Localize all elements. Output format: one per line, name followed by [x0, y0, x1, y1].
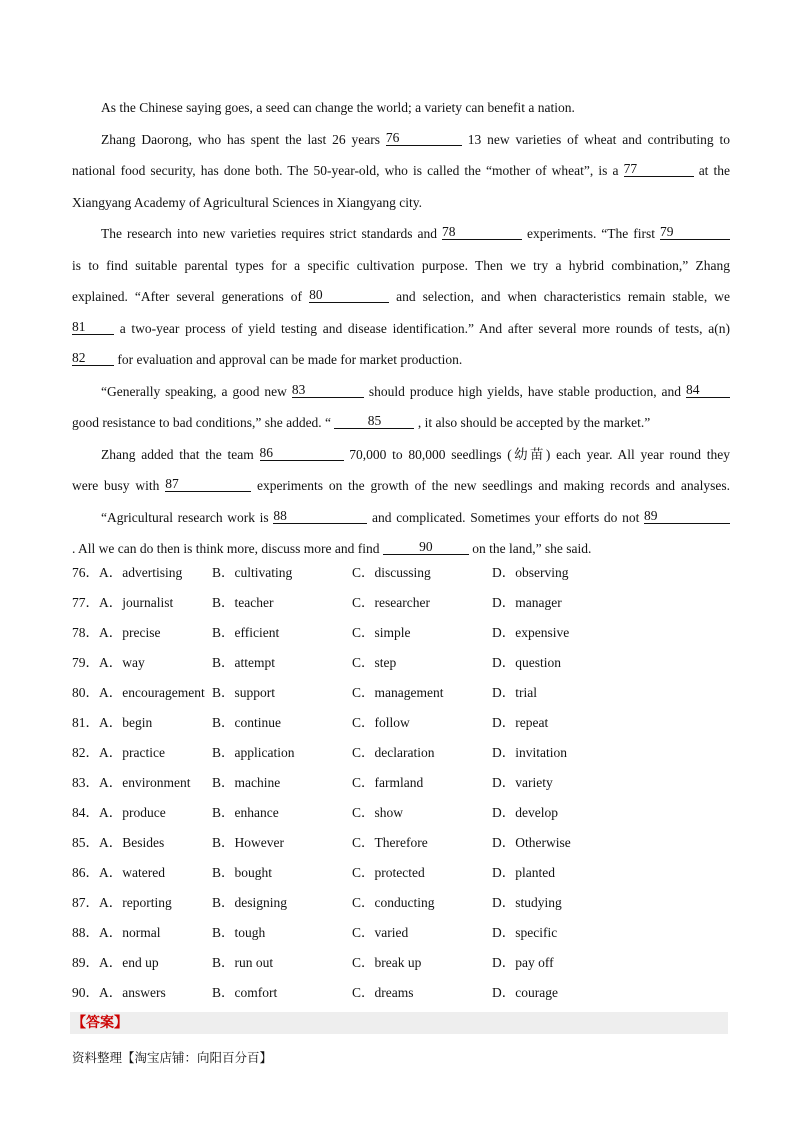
blank-78[interactable]: 78 [442, 224, 522, 240]
passage-text: were busy with [72, 478, 160, 493]
passage-text: national food security, has done both. The 50-year-old, who is called the “mother of wheat”, is a [72, 163, 619, 178]
option-b[interactable]: B．designing [212, 895, 288, 910]
passage-text: and complicated. Sometimes your efforts do not [372, 509, 640, 525]
option-d[interactable]: D．trial [492, 685, 537, 700]
option-c[interactable]: C．show [352, 805, 404, 820]
passage-text: experiments on the growth of the new seedlings and making records and analyses. [257, 478, 730, 493]
option-b[interactable]: B．attempt [212, 655, 275, 670]
blank-88[interactable]: 88 [273, 508, 367, 524]
option-d[interactable]: D．planted [492, 865, 555, 880]
passage-line [72, 218, 730, 250]
option-a[interactable]: 80．A．encouragement [72, 685, 205, 700]
option-d[interactable]: D．observing [492, 565, 569, 580]
option-d[interactable]: D．manager [492, 595, 562, 610]
option-row [72, 678, 732, 708]
option-d[interactable]: D．invitation [492, 745, 567, 760]
option-d[interactable]: D．develop [492, 805, 558, 820]
passage-text: “Agricultural research work is [101, 509, 269, 525]
blank-89[interactable]: 89 [644, 508, 730, 524]
option-b[interactable]: B．continue [212, 715, 281, 730]
passage-text: should produce high yields, have stable production, and [368, 383, 682, 399]
option-a[interactable]: 90．A．answers [72, 985, 166, 1000]
option-d[interactable]: D．studying [492, 895, 562, 910]
option-d[interactable]: D．repeat [492, 715, 549, 730]
option-row [72, 948, 732, 978]
passage [72, 92, 730, 565]
passage-line [72, 344, 730, 376]
passage-text: 13 new varieties of wheat and contributing to [467, 131, 730, 147]
option-b[interactable]: B．comfort [212, 985, 278, 1000]
passage-text: Zhang Daorong, who has spent the last 26 years [101, 131, 380, 147]
blank-86[interactable]: 86 [260, 445, 344, 461]
option-a[interactable]: 82．A．practice [72, 745, 165, 760]
blank-79[interactable]: 79 [660, 224, 730, 240]
option-row [72, 648, 732, 678]
option-b[interactable]: B．efficient [212, 625, 280, 640]
option-c[interactable]: C．management [352, 685, 444, 700]
option-b[interactable]: B．teacher [212, 595, 274, 610]
option-row [72, 828, 732, 858]
option-a[interactable]: 78．A．precise [72, 625, 161, 640]
passage-line [72, 281, 730, 313]
blank-82[interactable]: 82 [72, 350, 114, 366]
option-d[interactable]: D．specific [492, 925, 558, 940]
option-row [72, 738, 732, 768]
answer-section [70, 1012, 728, 1034]
option-a[interactable]: 79．A．way [72, 655, 145, 670]
blank-85[interactable]: 85 [334, 413, 414, 429]
passage-line [72, 92, 730, 124]
option-a[interactable]: 87．A．reporting [72, 895, 172, 910]
option-a[interactable]: 85．A．Besides [72, 835, 165, 850]
options-list [72, 558, 732, 1008]
option-c[interactable]: C．Therefore [352, 835, 428, 850]
passage-text: for evaluation and approval can be made for market production. [117, 352, 463, 367]
passage-text: As the Chinese saying goes, a seed can change the world; a variety can benefit a nation. [101, 100, 575, 115]
option-a[interactable]: 86．A．watered [72, 865, 165, 880]
passage-text: at the [698, 163, 730, 178]
option-c[interactable]: C．step [352, 655, 397, 670]
passage-line [72, 155, 730, 187]
passage-text: The research into new varieties requires strict standards and [101, 226, 437, 241]
option-c[interactable]: C．farmland [352, 775, 424, 790]
answer-label: 【答案】 [72, 1015, 128, 1031]
option-d[interactable]: D．question [492, 655, 561, 670]
passage-text: and selection, and when characteristics remain stable, we [396, 289, 730, 304]
passage-text: a two-year process of yield testing and disease identification.” And after several more rounds of tests, a(n) [119, 320, 730, 336]
passage-text: 70,000 to 80,000 seedlings (幼苗) each year. All year round they [349, 446, 730, 462]
option-c[interactable]: C．varied [352, 925, 409, 940]
passage-text: experiments. “The first [526, 226, 656, 241]
option-b[interactable]: B．tough [212, 925, 266, 940]
passage-line [72, 470, 730, 502]
passage-text: Zhang added that the team [101, 446, 254, 462]
option-c[interactable]: C．break up [352, 955, 422, 970]
passage-line [72, 439, 730, 471]
option-a[interactable]: 81．A．begin [72, 715, 153, 730]
passage-text: explained. “After several generations of [72, 289, 303, 304]
option-row [72, 888, 732, 918]
option-d[interactable]: D．courage [492, 985, 558, 1000]
passage-text: good resistance to bad conditions,” she added. “ [72, 415, 332, 430]
blank-83[interactable]: 83 [292, 382, 364, 398]
option-row [72, 918, 732, 948]
option-a[interactable]: 89．A．end up [72, 955, 159, 970]
passage-line [72, 250, 730, 282]
passage-line [72, 407, 730, 439]
option-c[interactable]: C．dreams [352, 985, 414, 1000]
option-a[interactable]: 84．A．produce [72, 805, 166, 820]
option-c[interactable]: C．discussing [352, 565, 431, 580]
option-row [72, 558, 732, 588]
option-b[interactable]: B．support [212, 685, 276, 700]
option-row [72, 588, 732, 618]
option-a[interactable]: 83．A．environment [72, 775, 191, 790]
option-c[interactable]: C．declaration [352, 745, 435, 760]
passage-line [72, 187, 730, 219]
blank-77[interactable]: 77 [624, 161, 694, 177]
passage-text: Xiangyang Academy of Agricultural Sciences in Xiangyang city. [72, 194, 423, 210]
blank-90[interactable]: 90 [383, 539, 469, 555]
blank-76[interactable]: 76 [386, 130, 462, 146]
passage-text: on the land,” she said. [472, 541, 592, 556]
option-c[interactable]: C．researcher [352, 595, 430, 610]
option-c[interactable]: C．simple [352, 625, 411, 640]
option-a[interactable]: 88．A．normal [72, 925, 161, 940]
option-c[interactable]: C．protected [352, 865, 425, 880]
option-a[interactable]: 77．A．journalist [72, 595, 174, 610]
option-row [72, 708, 732, 738]
option-b[interactable]: B．machine [212, 775, 281, 790]
option-b[interactable]: B．run out [212, 955, 274, 970]
option-b[interactable]: B．cultivating [212, 565, 293, 580]
option-c[interactable]: C．conducting [352, 895, 435, 910]
option-b[interactable]: B．enhance [212, 805, 279, 820]
blank-81[interactable]: 81 [72, 319, 114, 335]
blank-80[interactable]: 80 [309, 287, 389, 303]
option-a[interactable]: 76．A．advertising [72, 565, 183, 580]
option-row [72, 798, 732, 828]
option-d[interactable]: D．pay off [492, 955, 554, 970]
blank-87[interactable]: 87 [165, 476, 251, 492]
option-row [72, 978, 732, 1008]
option-row [72, 768, 732, 798]
passage-text: . All we can do then is think more, discuss more and find [72, 541, 380, 556]
blank-84[interactable]: 84 [686, 382, 730, 398]
passage-line [72, 502, 730, 534]
passage-line [72, 124, 730, 156]
option-b[interactable]: B．However [212, 835, 284, 850]
passage-text: , it also should be accepted by the market.” [417, 415, 651, 430]
option-c[interactable]: C．follow [352, 715, 410, 730]
passage-line [72, 313, 730, 345]
option-row [72, 858, 732, 888]
option-d[interactable]: D．expensive [492, 625, 570, 640]
footer-note: 资料整理【淘宝店铺：向阳百分百】 [72, 1050, 273, 1065]
option-row [72, 618, 732, 648]
option-b[interactable]: B．application [212, 745, 295, 760]
passage-line [72, 376, 730, 408]
option-b[interactable]: B．bought [212, 865, 273, 880]
passage-text: “Generally speaking, a good new [101, 383, 287, 399]
option-d[interactable]: D．Otherwise [492, 835, 571, 850]
passage-text: is to find suitable parental types for a specific cultivation purpose. Then we try a hybrid combination,” Zhang [72, 257, 730, 273]
option-d[interactable]: D．variety [492, 775, 553, 790]
